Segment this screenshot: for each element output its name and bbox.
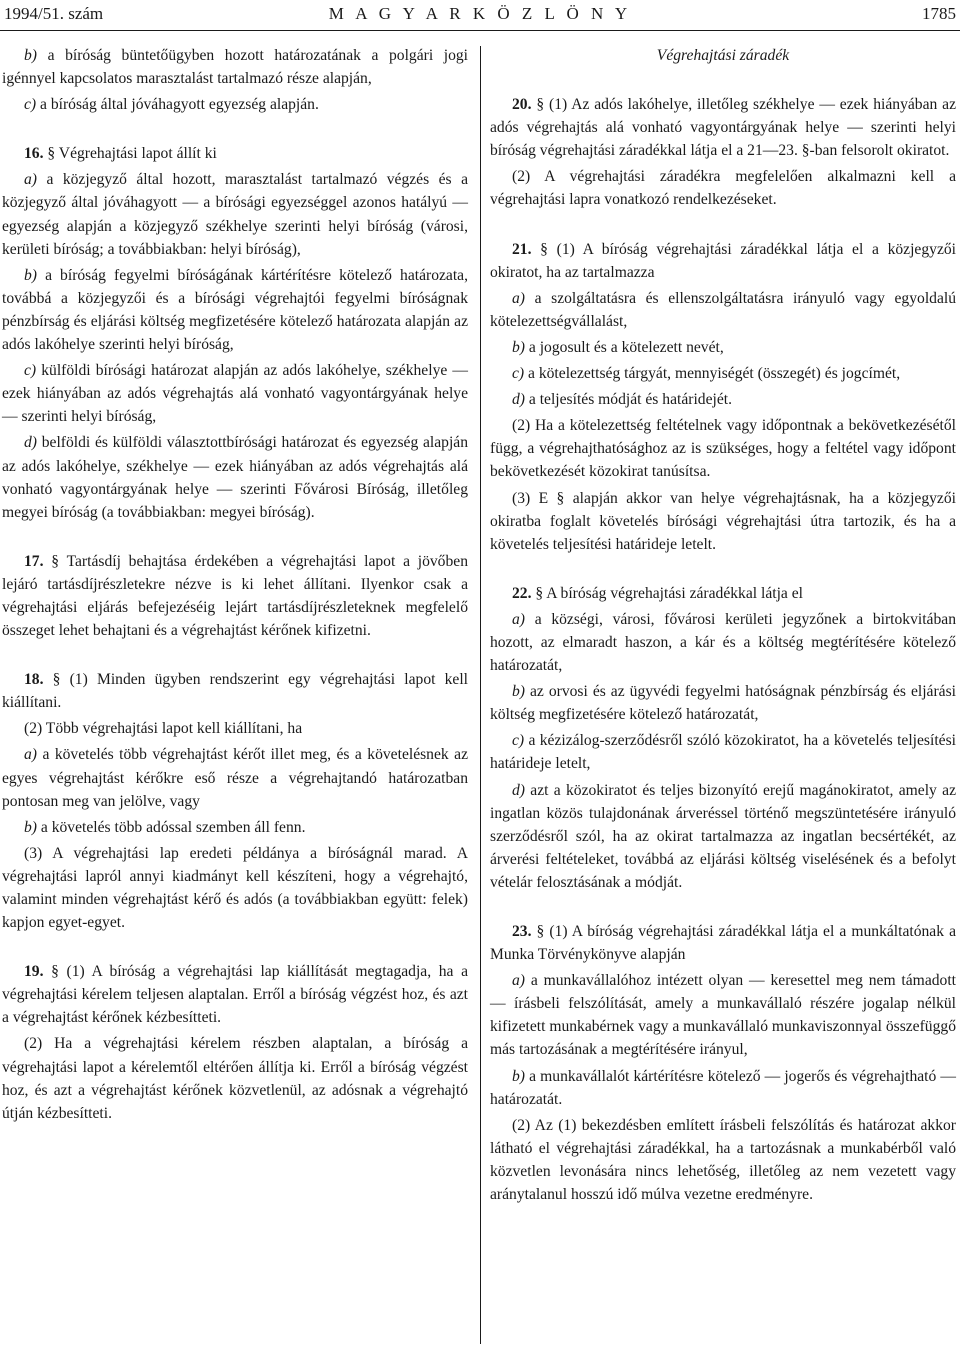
list-item bbox=[2, 743, 468, 812]
paragraph-text: a teljesítés módját és határidejét. bbox=[525, 391, 732, 409]
section-number: 19. bbox=[24, 963, 44, 981]
item-letter: a) bbox=[512, 610, 525, 628]
paragraph-text: § A bíróság végrehajtási záradékkal látja el bbox=[531, 584, 803, 602]
list-item bbox=[490, 362, 956, 385]
paragraph-text: a követelés több adóssal szemben áll fenn. bbox=[37, 818, 306, 836]
list-item bbox=[2, 168, 468, 260]
journal-title: M A G Y A R K Ö Z L Ö N Y bbox=[328, 4, 632, 23]
paragraph-text: (3) E § alapján akkor van helye végrehajtásnak, ha a közjegyzői okiratba foglalt követelés bírósági végrehajtási útra tartozik, és ha a követelés teljesítési határideje letelt. bbox=[490, 489, 956, 553]
section-number: 20. bbox=[512, 96, 532, 114]
list-item bbox=[490, 287, 956, 333]
paragraph-text: (2) Ha a kötelezettség feltételnek vagy időpontnak a bekövetkezésétől függ, a végrehajthatósághoz az is szükséges, hogy a feltétel vagy időpont bekövetkezését közokirat tanúsítsa. bbox=[490, 417, 956, 481]
section-paragraph bbox=[490, 238, 956, 284]
paragraph bbox=[2, 717, 468, 740]
list-item bbox=[490, 779, 956, 894]
section-number: 18. bbox=[24, 671, 44, 689]
paragraph-text: a szolgáltatásra és ellenszolgáltatásra irányuló vagy egyoldalú kötelezettségvállalást, bbox=[490, 289, 956, 330]
issue-number: 1994/51. szám bbox=[4, 4, 104, 23]
paragraph-text: az orvosi és az ügyvédi fegyelmi hatóságnak pénzbírság és eljárási költség megfizetésére kötelező határozatát, bbox=[490, 683, 956, 724]
left-column bbox=[2, 44, 468, 1128]
item-letter: b) bbox=[24, 266, 37, 284]
paragraph-text: (3) A végrehajtási lap eredeti példánya a bíróságnál marad. A végrehajtási lapról annyi kiadmányt kell készíteni, hogy a végrehajtó, valamint minden végrehajtást kérő és adós (a továbbiakban együtt: felek) kapjon egyet-egyet. bbox=[2, 844, 468, 932]
paragraph-text: a közjegyző által hozott, marasztalást tartalmazó végzés és a közjegyző által jóváhagyott — a bírósági egyezséggel azonos hatályú — egyezség alapján a közjegyző székhelye szerinti helyi bíróság (városi, kerületi bíróság; a továbbiakban: helyi bíróság), bbox=[2, 171, 468, 258]
paragraph bbox=[490, 414, 956, 483]
item-letter: c) bbox=[512, 365, 525, 383]
list-item bbox=[2, 431, 468, 523]
paragraph-text: § (1) Az adós lakóhelye, illetőleg székhelye — ezek hiányában az adós végrehajtás alá vonható vagyontárgyának helye — szerinti helyi bíróság végrehajtási záradékkal látja el a 21—23. §-ban felsorolt okiratot. bbox=[490, 96, 956, 160]
paragraph-text: § Végrehajtási lapot állít ki bbox=[43, 145, 217, 163]
section-number: 16. bbox=[24, 145, 44, 163]
paragraph bbox=[2, 1032, 468, 1124]
list-item bbox=[490, 336, 956, 359]
section-paragraph bbox=[490, 920, 956, 966]
paragraph-text: a bíróság fegyelmi bíróságának kártérítésre kötelező határozata, továbbá a közjegyzői és a bírósági végrehajtói fegyelmi bíróságnak pénzbírság és eljárási költség megfizetésére kötelező határozata alapján az adós lakóhelye szerinti helyi bíróság, bbox=[2, 266, 468, 354]
item-letter: b) bbox=[512, 338, 525, 356]
paragraph-text: a munkavállalóhoz intézett olyan — keresettel meg nem támadott — írásbeli felszólítását, amely a munkavállaló részére jogalap nélkül kifizetett munkabérnek vagy a munkavállaló munkaviszonnyal összefüggő más tartozásának a megtérítésére irányul, bbox=[490, 972, 956, 1059]
item-letter: a) bbox=[512, 289, 525, 307]
paragraph-text: (2) Több végrehajtási lapot kell kiállítani, ha bbox=[24, 720, 303, 738]
section-paragraph bbox=[2, 550, 468, 642]
paragraph bbox=[490, 487, 956, 556]
item-letter: b) bbox=[24, 818, 37, 836]
section-number: 23. bbox=[512, 923, 532, 940]
item-letter: d) bbox=[512, 781, 525, 799]
item-letter: d) bbox=[512, 391, 525, 409]
paragraph-text: a községi, városi, fővárosi kerületi jegyzőnek a birtokvitában hozott, az elmaradt haszon, a kár és a költség megtérítésére kötelező határozatát, bbox=[490, 610, 956, 675]
list-item bbox=[490, 680, 956, 726]
paragraph-text: a követelés több végrehajtást kérőt illet meg, és a követelésnek az egyes végrehajtást kérőkre eső része a végrehajtandó határozatban pontosan meg van jelölve, vagy bbox=[2, 746, 468, 810]
right-column bbox=[490, 44, 956, 1209]
section-paragraph bbox=[490, 93, 956, 162]
section-number: 22. bbox=[512, 584, 532, 602]
paragraph-text: a munkavállalót kártérítésre kötelező — jogerős és végrehajtható — határozatát. bbox=[490, 1067, 956, 1108]
paragraph-text: § (1) A bíróság végrehajtási záradékkal látja el a munkáltatónak a Munka Törvénykönyve alapján bbox=[490, 923, 956, 964]
paragraph-text: § (1) A bíróság végrehajtási záradékkal látja el a közjegyzői okiratot, ha az tartalmazza bbox=[490, 240, 956, 281]
paragraph-text: azt a közokiratot és teljes bizonyító erejű magánokiratot, amely az ingatlan közös tulajdonának árveréssel történő megszüntetésére irányuló szerződésről szól, ha az okirat tartalmazza az ingatlan becsértékét, az árverési feltételeket, továbbá az eljárási költség viselésének és a befolyt vételár felosztásának a módját. bbox=[490, 781, 956, 891]
section-number: 17. bbox=[24, 552, 44, 570]
paragraph-text: a jogosult és a kötelezett nevét, bbox=[525, 338, 724, 356]
item-letter: b) bbox=[24, 47, 37, 64]
section-title: Végrehajtási záradék bbox=[656, 47, 790, 64]
paragraph-text: a kézizálog-szerződésről szóló közokiratot, ha a követelés teljesítési határideje letelt, bbox=[490, 732, 956, 773]
page-header bbox=[0, 0, 960, 30]
list-item bbox=[490, 388, 956, 411]
section-paragraph bbox=[490, 582, 956, 605]
section-paragraph bbox=[2, 668, 468, 714]
item-letter: c) bbox=[24, 96, 37, 114]
item-letter: a) bbox=[24, 171, 37, 189]
list-item bbox=[2, 93, 468, 116]
section-paragraph bbox=[2, 960, 468, 1029]
column-divider bbox=[480, 46, 481, 1344]
paragraph bbox=[490, 1114, 956, 1206]
item-letter: b) bbox=[512, 683, 525, 701]
header-rule bbox=[0, 30, 960, 31]
item-letter: c) bbox=[512, 732, 525, 750]
paragraph-text: a bíróság büntetőügyben hozott határozatának a polgári jogi igénnyel kapcsolatos marasztalást tartalmazó része alapján, bbox=[2, 47, 468, 88]
paragraph-text: (2) Ha a végrehajtási kérelem részben alaptalan, a bíróság a végrehajtási lapot a kérelemtől eltérően állítja ki. Erről a bíróság végzést hoz, és azt a végrehajtást kérőnek közvetlenül, az adósnak a végrehajtó útján kézbesítteti. bbox=[2, 1035, 468, 1122]
paragraph bbox=[490, 165, 956, 211]
paragraph-text: § (1) Minden ügyben rendszerint egy végrehajtási lapot kell kiállítani. bbox=[2, 671, 468, 712]
list-item bbox=[490, 608, 956, 677]
paragraph-text: (2) A végrehajtási záradékra megfelelően alkalmazni kell a végrehajtási lapra vonatkozó rendelkezéseket. bbox=[490, 168, 956, 209]
paragraph bbox=[2, 842, 468, 934]
paragraph-text: külföldi bírósági határozat alapján az adós lakóhelye, székhelye — ezek hiányában az adós végrehajtás alá vonható vagyontárgyának helye — szerinti helyi bíróság, bbox=[2, 362, 468, 426]
paragraph-text: § Tartásdíj behajtása érdekében a végrehajtási lapot a jövőben lejáró tartásdíjrészletekre nézve is ki lehet állítani. Ilyenkor csak a végrehajtási eljárás befejezéséig lejárt tartásdíjrészleteknek megfelelő összeget lehet behajtani és a végrehajtást kérőnek kifizetni. bbox=[2, 552, 468, 640]
paragraph-text: belföldi és külföldi választottbírósági határozat és egyezség alapján az adós lakóhelye, székhelye — ezek hiányában az adós végrehajtás alá vonható vagyontárgyának helye — szerinti Fővárosi Bíróság, illetőleg megyei bíróság (a továbbiakban: megyei bíróság). bbox=[2, 434, 468, 521]
item-letter: c) bbox=[24, 362, 37, 380]
paragraph-text: § (1) A bíróság a végrehajtási lap kiállítását megtagadja, ha a végrehajtási kérelem teljesen alaptalan. Erről a bíróság végzést hoz, és azt a végrehajtást kérőnek kézbesítteti. bbox=[2, 963, 468, 1027]
list-item bbox=[2, 816, 468, 839]
list-item bbox=[2, 44, 468, 90]
list-item bbox=[2, 264, 468, 356]
section-paragraph bbox=[2, 142, 468, 165]
paragraph-text: (2) Az (1) bekezdésben említett írásbeli felszólítás és határozat akkor látható el végrehajtási záradékkal, ha a tartozásnak a munkabérből való közvetlen levonására nincs lehetőség, illetőleg az nem vezetett vagy aránytalanul hosszú idő múlva vezetne eredményre. bbox=[490, 1116, 956, 1204]
paragraph-text: a kötelezettség tárgyát, mennyiségét (összegét) és jogcímét, bbox=[524, 365, 901, 383]
list-item bbox=[490, 969, 956, 1061]
item-letter: a) bbox=[24, 746, 37, 764]
list-item bbox=[2, 359, 468, 428]
list-item bbox=[490, 1065, 956, 1111]
item-letter: b) bbox=[512, 1067, 525, 1085]
item-letter: d) bbox=[24, 434, 37, 452]
page-number: 1785 bbox=[922, 4, 956, 23]
paragraph-text: a bíróság által jóváhagyott egyezség alapján. bbox=[36, 96, 319, 114]
item-letter: a) bbox=[512, 972, 525, 990]
list-item bbox=[490, 729, 956, 775]
section-number: 21. bbox=[512, 240, 532, 258]
